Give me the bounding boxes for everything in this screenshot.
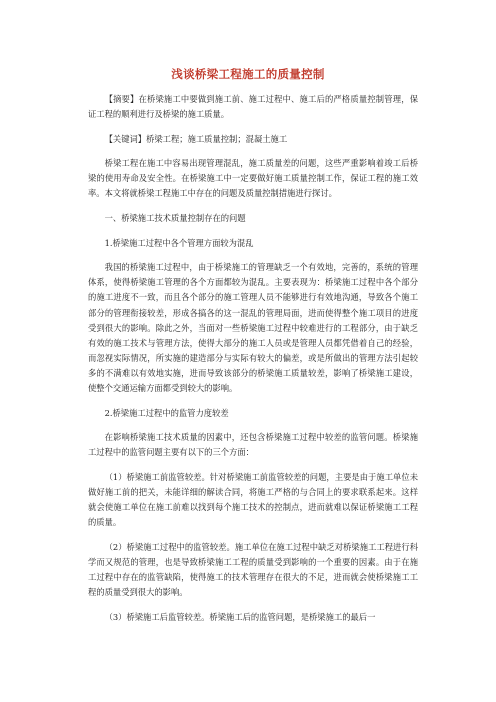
list-item-2: （2）桥梁施工过程中的监管较差。施工单位在施工过程中缺乏对桥梁施工工程进行科学而又规范的管理，也是导致桥梁施工工程的质量受到影响的一个重要的因素。由于在施工过程中存在的监管缺陷，使得施工的技术管理存在很大的不足，进而就会使桥梁施工工程的质量受到很大的影响。: [88, 541, 418, 598]
subsection-heading-2: 2.桥梁施工过程中的监管力度较差: [104, 407, 229, 418]
subsection-heading-1: 1.桥梁施工过程中各个管理方面较为混乱: [104, 237, 254, 248]
document-body: [88, 92, 418, 625]
subsection-2-paragraph: 在影响桥梁施工技术质量的因素中，还包含桥梁施工过程中较差的监管问题。桥梁施工过程中的监管问题主要有以下的三个方面：: [88, 432, 418, 458]
abstract-paragraph: 【摘要】在桥梁施工中要做到施工前、施工过程中、施工后的严格质量控制管理，保证工程的顺利进行及桥梁的施工质量。: [88, 94, 418, 120]
section-heading: 一、桥梁施工技术质量控制存在的问题: [104, 213, 246, 224]
list-item-3: （3）桥梁施工后监管较差。桥梁施工后的监管问题，是桥梁施工的最后一: [104, 611, 376, 622]
intro-paragraph: 桥梁工程在施工中容易出现管理混乱，施工质量差的问题，这些严重影响着竣工后桥梁的使用寿命及安全性。在桥梁施工中一定要做好施工质量控制工作，保证工程的施工效率。本文将就桥梁工程施工中存在的问题及质量控制措施进行探讨。: [88, 158, 418, 199]
subsection-1-paragraph: 我国的桥梁施工过程中，由于桥梁施工的管理缺乏一个有效地，完善的，系统的管理体系，使得桥梁施工管理的各个方面都较为混乱。主要表现为：桥梁施工过程中各个部分的施工进度不一致，而且各个部分的施工管理人员不能够进行有效地沟通，导致各个施工部分的管理衔接较差，形成各搞各的这一混乱的管理局面，进而使得整个施工项目的进度受到很大的影响。除此之外，当面对一些桥梁施工过程中较难进行的工程部分，由于缺乏有效的施工技术与管理方法，使得大部分的施工人员或是管理人员都凭借着自己的经验，而忽视实际情况，所实施的建造部分与实际有较大的偏差，或是所做出的管理方法引起较多的不满难以有效地实施，进而导致该部分的桥梁施工质量较差，影响了桥梁施工建设，使整个交通运输方面都受到较大的影响。: [88, 262, 418, 393]
list-item-1: （1）桥梁施工前监管较差。针对桥梁施工前监管较差的问题，主要是由于施工单位未做好施工前的把关，未能详细的解读合同，将施工严格的与合同上的要求联系起来。这样就会使施工单位在施工前难以找到每个施工技术的控制点，进而就难以保证桥梁施工工程的质量。: [88, 471, 418, 528]
keywords-paragraph: 【关键词】桥梁工程；施工质量控制；混凝土施工: [104, 133, 288, 144]
document-title: 浅谈桥梁工程施工的质量控制: [171, 67, 325, 81]
